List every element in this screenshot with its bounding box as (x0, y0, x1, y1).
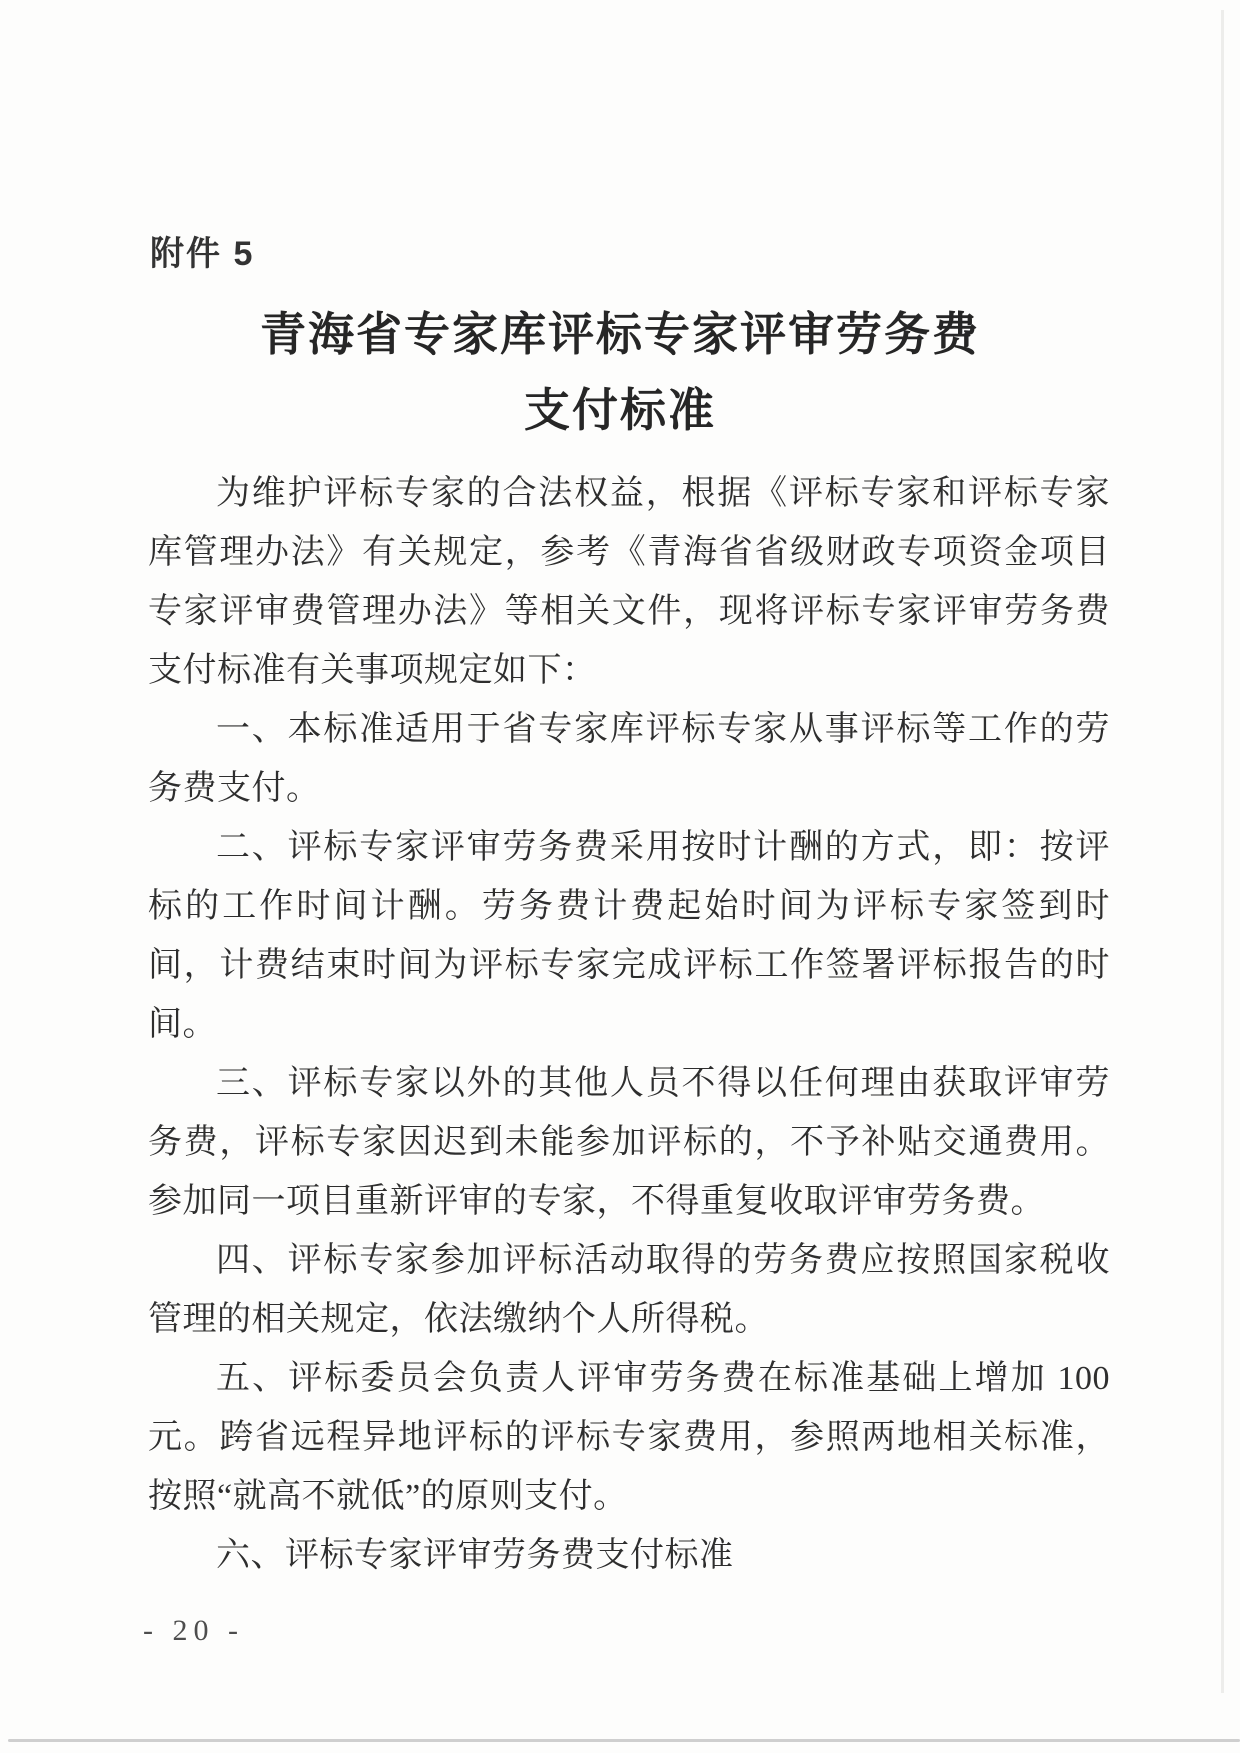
body-paragraph: 六、评标专家评审劳务费支付标准 (216, 1537, 734, 1574)
body-paragraph: 二、评标专家评审劳务费采用按时计酬的方式，即：按评标的工作时间计酬。劳务费计费起始时间为评标专家签到时间，计费结束时间为评标专家完成评标工作签署评标报告的时间。 (148, 829, 1110, 1043)
scan-artifact-bottom-edge (8, 1739, 1240, 1742)
attachment-label: 附件 5 (150, 235, 255, 273)
document-title-line-2: 支付标准 (524, 384, 716, 436)
document-title-line-1: 青海省专家库评标专家评审劳务费 (260, 308, 980, 360)
scan-artifact-right-edge (1221, 10, 1224, 1693)
body-paragraph: 三、评标专家以外的其他人员不得以任何理由获取评审劳务费，评标专家因迟到未能参加评标的，不予补贴交通费用。参加同一项目重新评审的专家，不得重复收取评审劳务费。 (148, 1065, 1110, 1220)
body-paragraph: 四、评标专家参加评标活动取得的劳务费应按照国家税收管理的相关规定，依法缴纳个人所得税。 (148, 1242, 1110, 1338)
document-body (148, 464, 1110, 1585)
body-paragraph: 为维护评标专家的合法权益，根据《评标专家和评标专家库管理办法》有关规定，参考《青海省省级财政专项资金项目专家评审费管理办法》等相关文件，现将评标专家评审劳务费支付标准有关事项规定如下： (148, 475, 1110, 689)
body-paragraph: 一、本标准适用于省专家库评标专家从事评标等工作的劳务费支付。 (148, 711, 1110, 807)
page-number: - 20 - (143, 1614, 244, 1647)
body-paragraph: 五、评标委员会负责人评审劳务费在标准基础上增加 100 元。跨省远程异地评标的评标专家费用，参照两地相关标准，按照“就高不就低”的原则支付。 (148, 1360, 1110, 1515)
document-title (0, 296, 1240, 448)
